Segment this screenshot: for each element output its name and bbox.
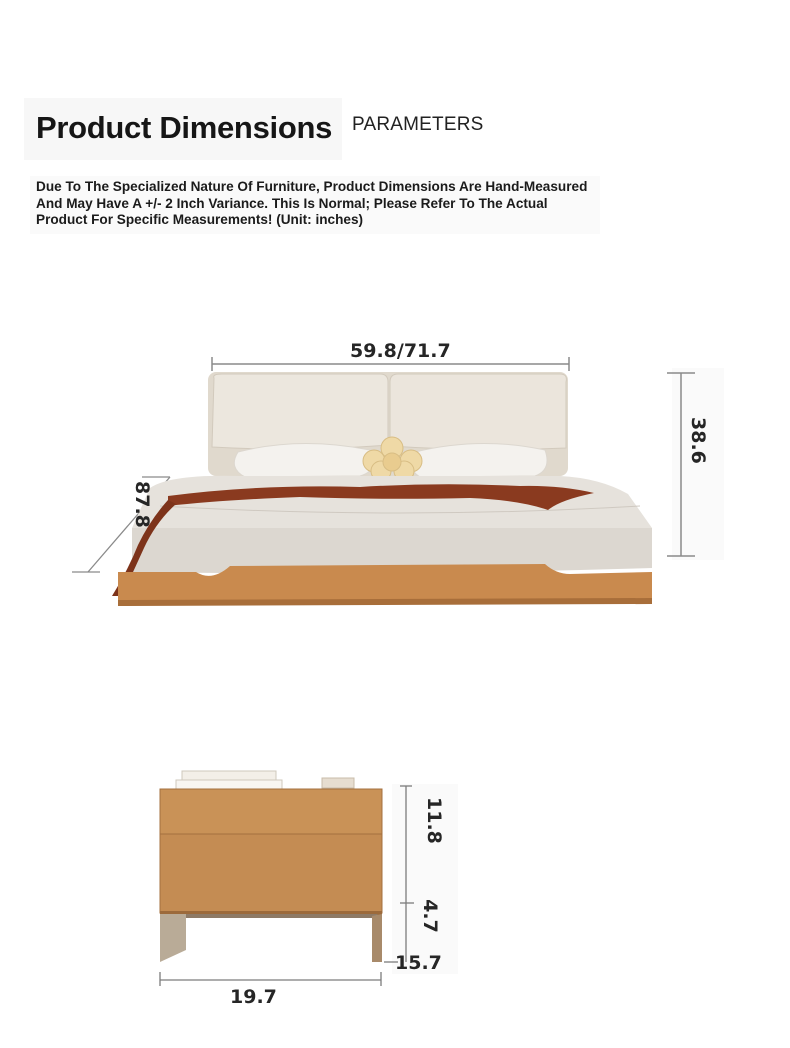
bed-width-label: 59.8/71.7 [350,340,451,362]
nightstand-legs [160,914,382,962]
nightstand-height-label: 11.8 [423,797,445,844]
page-title: Product Dimensions [36,110,333,145]
bed-height-label: 38.6 [687,417,709,464]
nightstand-width-label: 19.7 [230,986,277,1008]
page-subtitle: PARAMETERS [352,114,484,135]
bed-length-label: 87.8 [131,481,153,528]
nightstand-body [160,789,382,915]
nightstand-depth-label: 15.7 [395,952,442,974]
nightstand-leg-label: 4.7 [419,899,441,933]
nightstand-books [176,771,354,789]
measurement-note: Due To The Specialized Nature Of Furniture, Product Dimensions Are Hand-Measured And May Have A +/- 2 Inch Variance. This Is Normal; Please Refer To The Actual Product For Specific Measurements! (Unit: inches) [36,179,588,227]
